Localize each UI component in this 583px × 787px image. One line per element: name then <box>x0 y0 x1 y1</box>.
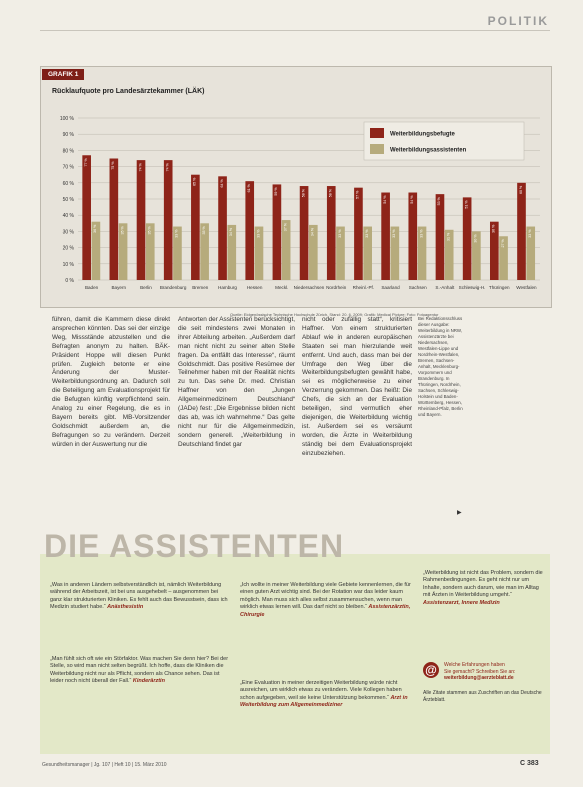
bar-value-label: 60 % <box>518 185 523 195</box>
bar-value-label: 33 % <box>419 229 424 238</box>
legend-swatch <box>370 144 384 154</box>
y-tick-label: 30 % <box>62 229 74 236</box>
bar <box>110 159 119 281</box>
bar <box>82 155 91 280</box>
quote-4 <box>240 680 415 710</box>
bar <box>191 175 200 280</box>
bar-value-label: 33 % <box>174 229 179 238</box>
bar <box>164 160 173 280</box>
contact-box <box>444 662 515 682</box>
bar-chart <box>40 66 550 306</box>
bar-value-label: 35 % <box>147 226 152 235</box>
x-tick-label: Thüringen <box>488 285 510 290</box>
bar-value-label: 34 % <box>229 227 234 237</box>
bar <box>436 194 445 280</box>
quote-source: Arzt in Weiterbildung zum Allgemeinmediziner <box>240 694 408 709</box>
quote-source: Assistenzärztin, Chirurgie <box>240 604 411 618</box>
y-tick-label: 70 % <box>62 164 74 171</box>
bar-value-label: 61 % <box>247 184 252 193</box>
bar-value-label: 36 % <box>491 224 496 233</box>
quote-3 <box>240 582 415 619</box>
bar-value-label: 65 % <box>192 177 197 186</box>
bar-value-label: 74 % <box>138 163 143 172</box>
bar-value-label: 33 % <box>256 229 261 238</box>
legend-box <box>364 122 524 160</box>
bar-value-label: 34 % <box>310 227 315 237</box>
section-label: POLITIK <box>487 14 549 28</box>
article-column-2: Antworten der Assistenten berücksichtigt, die seit mindestens zwei Monaten in ihrer Abteilung arbeiten. „Außerdem darf man nicht nicht zu seiner alten Stelle fragen. Da entfällt das Interesse“, räumt Goldschmidt. Das positive Resümee der Teilnehmer haben mit der Realität nichts zu tun. Das sehe Dr. med. Christian Haffner von den „Jungen Allgemeinmedizinern Deutschland“ (JADe) fest: „Die Ergebnisse bilden nicht das ab, was ich wahrnehme.“ Das gelte nicht nur für die Allgemeinmedizin, sondern generell. „Weiterbildung in Deutschland findet gar <box>178 316 295 448</box>
chart-label: GRAFIK 1 <box>42 69 84 80</box>
x-tick-label: Berlin <box>140 285 152 290</box>
bar-value-label: 57 % <box>355 190 360 199</box>
legend-label: Weiterbildungsbefugte <box>390 131 455 138</box>
bar-value-label: 30 % <box>473 234 478 243</box>
bar-value-label: 54 % <box>382 195 387 204</box>
bar-value-label: 74 % <box>165 163 170 172</box>
sidebar-note: Bei Redaktionsschluss dieser Ausgabe: Weiterbildung in NRW, Assistenzärzte bei Niedersachsen, Westfalen-Lippe und Nordrhein-Westfalen, Bremen, Sachsen-Anhalt, Mecklenburg-Vorpommern und Brandenburg. In Thüringen, Nordrhein, Sachsen, Schleswig-Holstein und Baden-Württemberg, Hessen, Rheinland-Pfalz, Berlin und Bayern. <box>418 316 463 417</box>
x-tick-label: Bayern <box>111 285 127 290</box>
contact-line-1: Welche Erfahrungen haben <box>444 662 505 668</box>
bar <box>354 188 363 280</box>
bar-value-label: 35 % <box>201 226 206 235</box>
bar-value-label: 33 % <box>337 229 342 238</box>
bar-value-label: 64 % <box>219 179 224 188</box>
bar <box>517 183 526 280</box>
footer-journal-info: Gesundheitsmanager | Jg. 107 | Heft 10 | 15. März 2010 <box>42 762 167 768</box>
contact-line-2: Sie gemacht? Schreiben Sie an: <box>444 668 516 675</box>
x-tick-label: Nordrhein <box>326 285 347 290</box>
legend-label: Weiterbildungsassistenten <box>390 147 467 154</box>
chart-source: Quelle: Eidgenössische Technische Hochschule Zürich, Stand: 20. 6. 2009; Grafik: Medical Picture; Foto: Fotoagentur <box>230 312 439 317</box>
x-tick-label: Baden <box>84 285 99 290</box>
contact-email-link[interactable]: weiterbildung@aerzteblatt.de <box>444 675 514 682</box>
bar <box>273 184 282 280</box>
bar-value-label: 53 % <box>437 197 442 206</box>
x-tick-label: Hamburg <box>218 285 237 290</box>
x-tick-label: S.-Anhalt <box>435 285 455 290</box>
quote-text: „Man fühlt sich oft wie ein Störfaktor. Was machen Sie denn hier? Bei der Stelle, so wird man nicht selten begrüßt. Ich hoffe, dass die Kliniken die Weiterbildung nicht nur als Pflicht, sondern als Chance sehen. Das ist leider noch nicht überall der Fall.“ <box>50 656 229 685</box>
quote-source: Kinderärztin <box>132 678 165 685</box>
quote-1 <box>50 582 230 612</box>
x-tick-label: Meckl. <box>275 285 289 290</box>
bar-value-label: 37 % <box>283 223 288 232</box>
x-tick-label: Niedersachsen <box>293 285 325 290</box>
quote-2 <box>50 656 230 686</box>
bar-value-label: 51 % <box>464 200 469 209</box>
legend-swatch <box>370 128 384 138</box>
quote-source: Anästhesistin <box>107 604 144 611</box>
y-tick-label: 60 % <box>62 180 74 187</box>
bar-value-label: 54 % <box>410 195 415 204</box>
y-tick-label: 0 % <box>65 278 74 284</box>
bar-value-label: 33 % <box>392 229 397 238</box>
x-tick-label: Rheinl.-Pf. <box>352 285 375 290</box>
x-tick-label: Westfalen <box>516 285 537 290</box>
x-tick-label: Saarland <box>381 285 400 290</box>
x-tick-label: Bremen <box>192 285 209 290</box>
bar <box>300 186 309 280</box>
bar-value-label: 33 % <box>364 229 369 238</box>
bar <box>137 160 146 280</box>
article-column-3: nicht oder zufällig statt“, kritisiert Haffner. Von einem strukturierten Ablauf wie in anderen europäischen Staaten sei man hierzulande weit entfernt. Und auch, dass man bei der Umfrage den Weg über die Weiterbildungsbefugten gewählt habe, sei es möglicherweise zu einer Verzerrung gekommen. Das heißt: Die Chefs, die sich an der Evaluation beteiligen, sind vermutlich eher diejenigen, die Weiterbildung wichtig ist. Außerdem sei es versäumt worden, die Ärzte in Weiterbildung ständig bei dem Evaluationsprojekt einzubeziehen. <box>302 316 412 457</box>
y-tick-label: 10 % <box>62 261 74 268</box>
bar <box>381 193 390 280</box>
y-tick-label: 50 % <box>62 197 74 203</box>
y-tick-label: 100 % <box>59 116 74 122</box>
bar-value-label: 75 % <box>111 161 116 170</box>
quote-text: „Eine Evaluation in meiner derzeitigen Weiterbildung würde nicht ausreichen, um wirklich etwas zu verändern. Viele Kollegen haben schon aufgegeben, weil sie keine Unterstützung bekommen.“ <box>240 680 402 701</box>
end-arrow-icon: ▶ <box>457 510 462 516</box>
y-tick-label: 90 % <box>62 132 74 139</box>
bar-value-label: 33 % <box>528 229 533 238</box>
bar <box>463 197 472 280</box>
bar-value-label: 58 % <box>328 189 333 198</box>
headline: DIE ASSISTENTEN <box>44 528 345 564</box>
chart-title: Rücklaufquote pro Landesärztekammer (LÄK) <box>52 88 205 95</box>
bar-value-label: 35 % <box>120 226 125 235</box>
page-number: C 383 <box>520 760 539 767</box>
top-rule <box>40 30 550 31</box>
at-sign-icon: @ <box>423 662 439 678</box>
bar <box>218 176 227 280</box>
y-tick-label: 40 % <box>62 213 74 220</box>
quote-text: „Ich wollte in meiner Weiterbildung viele Gebiete kennenlernen, die für einen guten Arzt wichtig sind. Bei der Rotation war das leider kaum möglich. Man muss sich alles selbst zusammensuchen, wenn man wirklich etwas lernen will. Das darf nicht so bleiben.“ <box>240 582 411 611</box>
bar-value-label: 27 % <box>500 239 505 248</box>
x-tick-label: Brandenburg <box>159 285 187 290</box>
bar-value-label: 59 % <box>274 187 279 196</box>
quote-text: „Was in anderen Ländern selbstverständlich ist, nämlich Weiterbildung während der Arbeitszeit, ist bei uns ausgehebelt – ausgenommen bei ganz klar strukturierten Kliniken. Es fehlt auch das Bewusstsein, dass ich Medizin studiert habe.“ <box>50 582 228 611</box>
contact-note: Alle Zitate stammen aus Zuschriften an das Deutsche Ärzteblatt. <box>423 690 542 703</box>
y-tick-label: 80 % <box>62 148 74 155</box>
bar <box>408 193 417 280</box>
x-tick-label: Schleswig-H. <box>458 285 486 290</box>
bar <box>327 186 336 280</box>
x-tick-label: Sachsen <box>408 285 427 290</box>
quote-5 <box>423 570 543 607</box>
bar-value-label: 77 % <box>83 158 88 167</box>
bar-value-label: 31 % <box>446 232 451 241</box>
quote-source: Assistenzarzt, Innere Medizin <box>423 599 500 606</box>
article-column-1: führen, damit die Kammern diese direkt ansprechen könnten. Das sei der einzige Weg, Missstände abzustellen und die Befragten anonym zu halten. BÄK-Präsident Hoppe will diesen Punkt prüfen. Zugleich betonte er eine Änderung der Muster-Weiterbildungsordnung an. Dadurch soll die Beteiligung am Evaluationsprojekt für die Befugten künftig verpflichtend sein. Analog zu einer Regelung, die es in Bayern bereits gibt. MB-Vorsitzender Goldschmidt außerdem an, die Befragungen so zu verändern. Derzeit würden in der Auswertung nur die <box>52 316 170 448</box>
bar-value-label: 36 % <box>93 224 98 233</box>
x-tick-label: Hessen <box>246 285 263 290</box>
y-tick-label: 20 % <box>62 245 74 252</box>
bar <box>245 181 254 280</box>
quote-text: „Weiterbildung ist nicht das Problem, sondern die Rahmenbedingungen. Es geht nicht nur um Inhalte, sondern auch darum, wie man im Alltag mit Ärzten in Weiterbildung umgeht.“ <box>423 570 543 599</box>
bar-value-label: 58 % <box>301 189 306 198</box>
